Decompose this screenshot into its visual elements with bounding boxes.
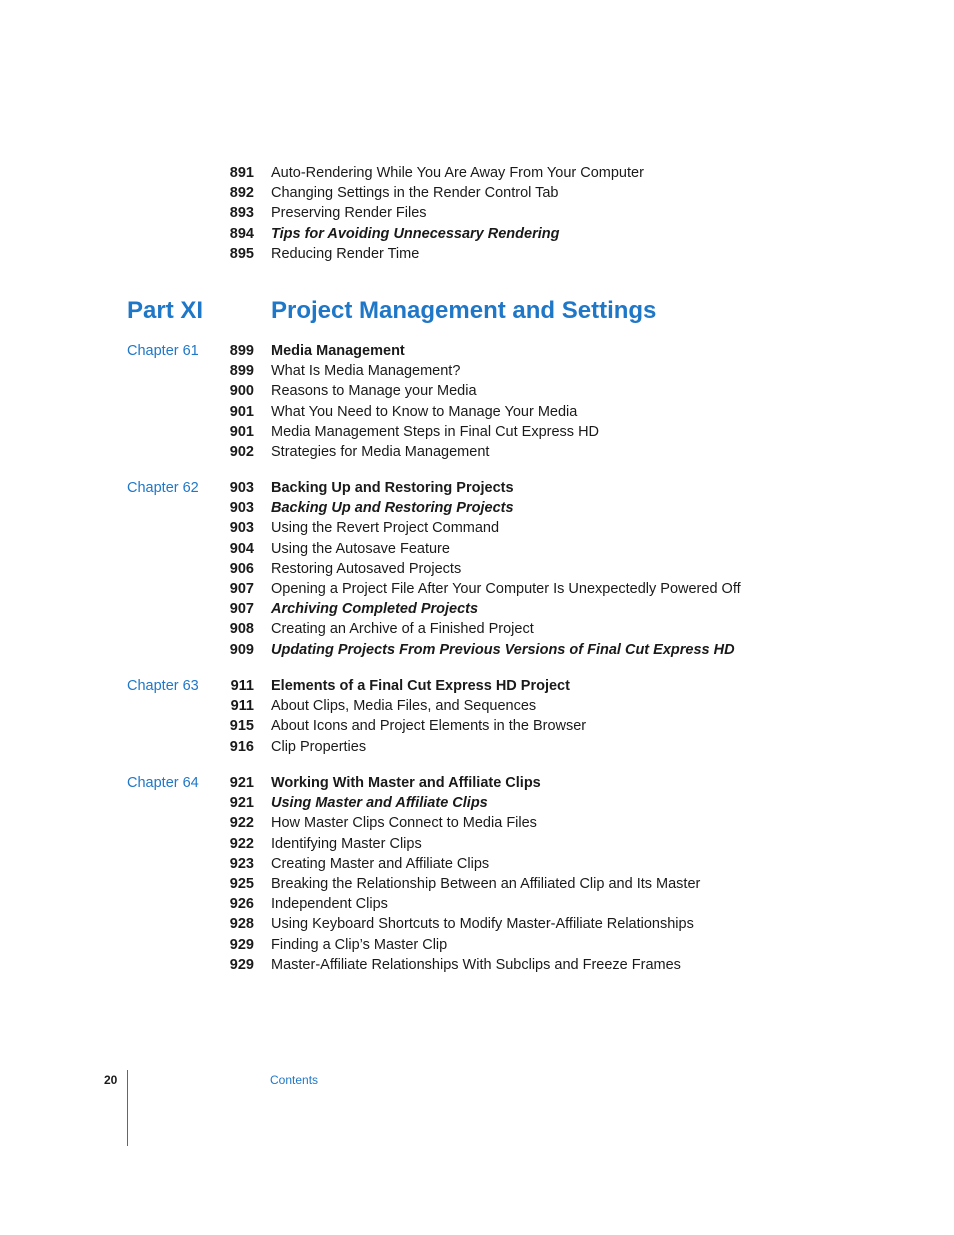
toc-page-number: 929 <box>229 936 254 953</box>
toc-entry[interactable] <box>0 834 954 854</box>
toc-entry[interactable] <box>0 224 954 244</box>
toc-entry-title: Media Management Steps in Final Cut Express HD <box>271 423 600 440</box>
toc-page-number: 899 <box>229 363 254 380</box>
toc-entry-title: Using the Autosave Feature <box>271 540 450 557</box>
chapter-label[interactable]: Chapter 64 <box>127 775 199 791</box>
toc-entry[interactable] <box>0 478 954 498</box>
toc-entry-title: Using the Revert Project Command <box>271 520 500 537</box>
toc-page-number: 908 <box>229 621 254 638</box>
toc-page-number: 916 <box>229 738 254 755</box>
toc-entry[interactable] <box>0 793 954 813</box>
toc-entry-title: Archiving Completed Projects <box>271 601 479 618</box>
toc-entry-title: Breaking the Relationship Between an Affiliated Clip and Its Master <box>271 876 701 892</box>
toc-entry-title: Using Keyboard Shortcuts to Modify Master-Affiliate Relationships <box>271 916 694 933</box>
toc-page-number: 928 <box>229 916 254 933</box>
footer-page-number: 20 <box>104 1073 118 1087</box>
toc-page-number: 923 <box>229 855 254 872</box>
toc-page-number: 901 <box>229 403 254 420</box>
footer-divider <box>127 1070 128 1146</box>
toc-page-number: 907 <box>229 581 254 597</box>
toc-entry[interactable] <box>0 640 954 660</box>
toc-entry[interactable] <box>0 619 954 639</box>
toc-entry-title: Using Master and Affiliate Clips <box>271 795 488 812</box>
toc-entry-title: Elements of a Final Cut Express HD Project <box>271 678 570 694</box>
toc-entry[interactable] <box>0 894 954 914</box>
toc-page-number: 892 <box>229 185 254 202</box>
toc-entry-title: Creating Master and Affiliate Clips <box>271 855 490 872</box>
toc-entry-title: Restoring Autosaved Projects <box>271 560 462 577</box>
toc-entry[interactable] <box>0 381 954 401</box>
toc-page-number: 903 <box>229 500 254 517</box>
toc-page-number: 911 <box>230 678 254 694</box>
toc-entry[interactable] <box>0 737 954 757</box>
toc-entry[interactable] <box>0 773 954 793</box>
part-title: Project Management and Settings <box>271 297 657 324</box>
toc-page-number: 926 <box>229 896 254 913</box>
toc-page-number: 925 <box>229 876 254 892</box>
toc-page-number: 909 <box>229 641 254 658</box>
chapter-label[interactable]: Chapter 63 <box>127 678 199 694</box>
toc-page-number: 903 <box>229 480 254 496</box>
toc-entry-title: Backing Up and Restoring Projects <box>271 500 514 517</box>
toc-page-number: 893 <box>229 205 254 222</box>
toc-entry-title: Working With Master and Affiliate Clips <box>271 775 541 791</box>
toc-entry-title: Reducing Render Time <box>271 245 420 262</box>
toc-page-number: 922 <box>229 835 254 852</box>
toc-page-number: 904 <box>229 540 254 557</box>
toc-entry-title: Backing Up and Restoring Projects <box>271 480 514 496</box>
toc-entry-title: Identifying Master Clips <box>271 835 422 852</box>
toc-entry[interactable] <box>0 163 954 183</box>
toc-page-number: 900 <box>229 383 254 400</box>
toc-entry-title: Media Management <box>271 343 405 359</box>
toc-entry[interactable] <box>0 696 954 716</box>
toc-page-number: 907 <box>229 601 254 618</box>
toc-entry-title: Finding a Clip’s Master Clip <box>271 936 448 953</box>
toc-entry[interactable] <box>0 244 954 264</box>
toc-entry[interactable] <box>0 716 954 736</box>
toc-page-number: 915 <box>229 718 254 735</box>
toc-entry[interactable] <box>0 203 954 223</box>
toc-entry[interactable] <box>0 518 954 538</box>
toc-entry[interactable] <box>0 498 954 518</box>
chapter-label[interactable]: Chapter 61 <box>127 343 199 359</box>
toc-page-number: 921 <box>229 795 254 812</box>
toc-entry[interactable] <box>0 874 954 894</box>
footer-contents-link[interactable]: Contents <box>270 1073 319 1087</box>
toc-entry-title: What You Need to Know to Manage Your Media <box>271 403 578 420</box>
toc-entry[interactable] <box>0 579 954 599</box>
toc-entry[interactable] <box>0 341 954 361</box>
toc-entry-title: Reasons to Manage your Media <box>271 383 477 400</box>
toc-entry-title: Strategies for Media Management <box>271 444 490 460</box>
toc-entry-title: How Master Clips Connect to Media Files <box>271 815 537 832</box>
part-label: Part XI <box>127 297 204 324</box>
toc-entry-title: Opening a Project File After Your Computer Is Unexpectedly Powered Off <box>271 581 741 597</box>
toc-page-number: 906 <box>229 560 254 577</box>
toc-entry-title: About Clips, Media Files, and Sequences <box>271 698 537 715</box>
toc-entry-title: Master-Affiliate Relationships With Subclips and Freeze Frames <box>271 956 681 973</box>
toc-entry-title: Changing Settings in the Render Control Tab <box>271 185 559 202</box>
toc-page-number: 929 <box>229 956 254 973</box>
toc-entry[interactable] <box>0 442 954 462</box>
toc-entry-title: Updating Projects From Previous Versions of Final Cut Express HD <box>271 641 735 658</box>
toc-entry[interactable] <box>0 539 954 559</box>
toc-entry[interactable] <box>0 955 954 975</box>
toc-page-number: 911 <box>230 698 254 715</box>
toc-entry[interactable] <box>0 183 954 203</box>
toc-page-number: 901 <box>229 423 254 440</box>
toc-entry-title: Independent Clips <box>271 896 388 913</box>
chapter-label[interactable]: Chapter 62 <box>127 480 199 496</box>
toc-entry-title: What Is Media Management? <box>271 363 461 380</box>
toc-page-number: 891 <box>229 165 254 181</box>
toc-entry[interactable] <box>0 676 954 696</box>
toc-entry[interactable] <box>0 402 954 422</box>
toc-entry-title: Preserving Render Files <box>271 205 427 222</box>
toc-page-number: 894 <box>229 225 254 242</box>
toc-page-number: 899 <box>229 343 254 359</box>
toc-entry-title: Clip Properties <box>271 738 367 755</box>
toc-page-number: 921 <box>229 775 254 791</box>
toc-entry[interactable] <box>0 935 954 955</box>
toc-entry[interactable] <box>0 813 954 833</box>
toc-entry[interactable] <box>0 854 954 874</box>
toc-page-number: 902 <box>229 444 254 460</box>
toc-entry[interactable] <box>0 361 954 381</box>
toc-entry[interactable] <box>0 422 954 442</box>
toc-page-number: 903 <box>229 520 254 537</box>
toc-entry-title: Tips for Avoiding Unnecessary Rendering <box>271 225 560 242</box>
toc-page-number: 922 <box>229 815 254 832</box>
toc-entry[interactable] <box>0 599 954 619</box>
toc-entry[interactable] <box>0 914 954 934</box>
toc-page-number: 895 <box>229 245 254 262</box>
toc-entry-title: Auto-Rendering While You Are Away From Your Computer <box>271 165 644 181</box>
toc-entry[interactable] <box>0 559 954 579</box>
toc-entry-title: Creating an Archive of a Finished Project <box>271 621 534 638</box>
toc-entry-title: About Icons and Project Elements in the Browser <box>271 718 587 735</box>
